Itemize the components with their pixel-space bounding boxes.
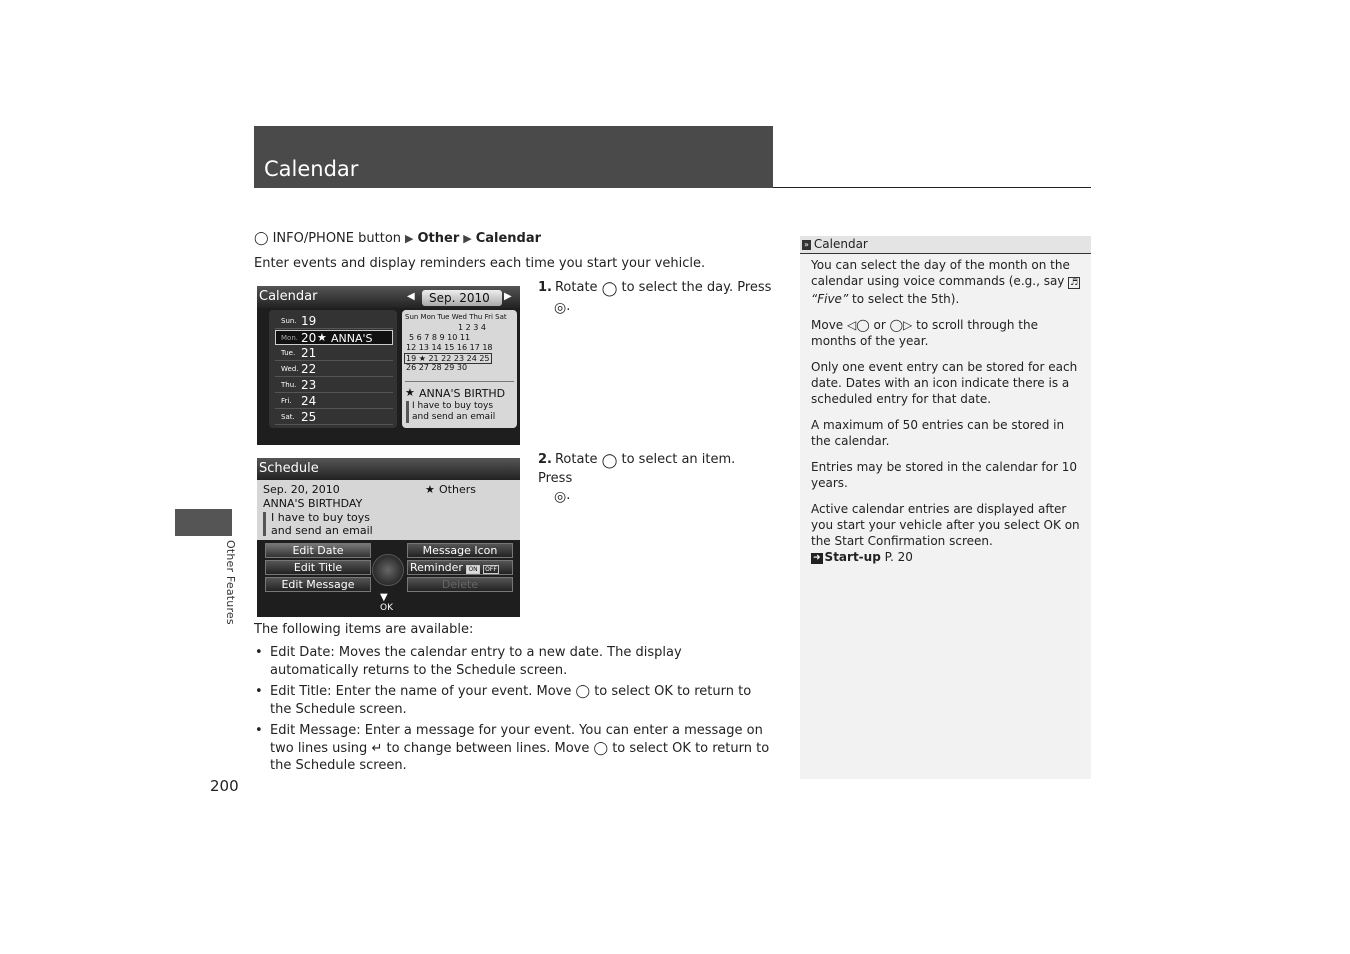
- grid-row: 26 27 28 29 30: [406, 363, 468, 372]
- page-number: 200: [210, 777, 239, 795]
- day-row: Fri. 24: [275, 394, 393, 409]
- note-panel: [800, 236, 1091, 779]
- cross-reference-link[interactable]: ➜ Start-up P. 20: [813, 550, 913, 564]
- month-grid: [402, 310, 517, 428]
- phone-button-icon: ◯: [254, 231, 269, 246]
- available-intro: The following items are available:: [254, 622, 474, 637]
- list-item: • Edit Title: Enter the name of your event. Move ◯ to select OK to return to the Schedule screen.: [254, 683, 774, 718]
- list-item: • Edit Date: Moves the calendar entry to a new date. The display automatically returns to the Schedule screen.: [254, 644, 774, 679]
- breadcrumb-item: Other: [417, 231, 460, 246]
- reminder-button[interactable]: [407, 560, 513, 575]
- step-2: 2. Rotate ◯ to select an item. Press ◎.: [538, 452, 736, 505]
- note-paragraph: Entries may be stored in the calendar for 10 years.: [811, 460, 1078, 490]
- note-heading: » Calendar: [800, 236, 1091, 254]
- event-title: ANNA'S BIRTHD: [419, 387, 506, 400]
- day-list: [269, 310, 397, 428]
- next-month-icon: ▶: [504, 291, 512, 302]
- event-star-icon: ★: [317, 331, 327, 344]
- note-paragraph: A maximum of 50 entries can be stored in the calendar.: [811, 418, 1065, 448]
- selector-knob: [372, 554, 404, 586]
- dial-left-icon: ◁◯: [847, 318, 870, 332]
- day-row: Thu. 23: [275, 378, 393, 393]
- message-icon-button[interactable]: Message Icon: [407, 543, 513, 558]
- note-paragraph: Only one event entry can be stored for each date. Dates with an icon indicate there is a scheduled entry for that date.: [811, 360, 1078, 406]
- note-paragraph: You can select the day of the month on the calendar using voice commands (e.g., say ♬ “Five” to select the 5th).: [811, 258, 1079, 306]
- dial-press-icon: ◎: [554, 300, 567, 316]
- interface-dial-icon: ◯: [601, 453, 618, 469]
- day-row: Mon. 20 ★ ANNA'S: [275, 330, 393, 345]
- voice-icon: ♬: [1070, 278, 1079, 288]
- schedule-details: [257, 480, 520, 540]
- schedule-event: ANNA'S BIRTHDAY: [263, 497, 363, 510]
- chapter-label: Other Features: [224, 540, 237, 625]
- note-paragraph: Active calendar entries are displayed after you start your vehicle after you select OK on the Start Confirmation screen.: [811, 502, 1080, 548]
- note-paragraph: Move ◁◯ or ◯▷ to scroll through the months of the year.: [811, 318, 1038, 348]
- event-message: and send an email: [412, 412, 496, 422]
- ok-label: OK: [380, 603, 393, 613]
- calendar-screenshot: [257, 286, 520, 445]
- reference-arrow-icon: ➜: [813, 553, 821, 563]
- header-rule: [773, 187, 1091, 188]
- screen-title: Schedule: [259, 461, 319, 476]
- section-header: [254, 126, 773, 188]
- schedule-category: Others: [439, 483, 476, 496]
- day-row: Wed. 22: [275, 362, 393, 377]
- schedule-message: and send an email: [271, 524, 373, 537]
- prev-month-icon: ◀: [407, 291, 415, 302]
- note-tag-icon: »: [804, 240, 809, 249]
- chevron-right-icon: ▶: [463, 232, 472, 245]
- edit-date-button[interactable]: Edit Date: [265, 543, 371, 558]
- delete-button[interactable]: Delete: [407, 577, 513, 592]
- intro-text: Enter events and display reminders each time you start your vehicle.: [254, 256, 706, 271]
- breadcrumb: [254, 231, 541, 246]
- note-body: [811, 257, 1083, 565]
- event-star-icon: ★: [425, 483, 435, 496]
- event-star-icon: ★: [405, 386, 415, 399]
- schedule-screenshot: [257, 458, 520, 617]
- weekday-header: Sun Mon Tue Wed Thu Fri Sat: [405, 313, 507, 321]
- chapter-tab: [175, 509, 232, 536]
- schedule-message: I have to buy toys: [271, 511, 371, 524]
- breadcrumb-item: Calendar: [475, 231, 542, 246]
- edit-message-button[interactable]: Edit Message: [265, 577, 371, 592]
- day-row: Tue. 21: [275, 346, 393, 361]
- month-label: Sep. 2010: [429, 291, 490, 305]
- page-title: Calendar: [264, 157, 359, 181]
- reminder-label: Reminder: [410, 561, 463, 574]
- enter-icon: ↵: [371, 740, 383, 756]
- screen-title: Calendar: [259, 289, 318, 304]
- grid-row: 1 2 3 4: [458, 323, 486, 332]
- down-arrow-icon: ▼: [380, 592, 388, 603]
- dial-down-icon: ◯: [575, 684, 591, 699]
- grid-row: 19 ★ 21 22 23 24 25: [406, 354, 490, 363]
- reminder-on[interactable]: ON: [468, 566, 478, 573]
- day-row: Sun. 19: [275, 314, 393, 329]
- breadcrumb-item: INFO/PHONE button: [272, 231, 402, 246]
- interface-dial-icon: ◯: [601, 281, 618, 297]
- dial-down-icon: ◯: [593, 740, 609, 756]
- reminder-off[interactable]: OFF: [485, 566, 497, 573]
- dial-right-icon: ◯▷: [889, 318, 913, 332]
- item-list: [254, 644, 774, 779]
- grid-row: 5 6 7 8 9 10 11: [409, 333, 471, 342]
- step-1: 1. Rotate ◯ to select the day. Press ◎.: [538, 280, 772, 316]
- dial-press-icon: ◎: [554, 489, 567, 505]
- edit-title-button[interactable]: Edit Title: [265, 560, 371, 575]
- day-row: Sat. 25: [275, 410, 393, 425]
- grid-row: 12 13 14 15 16 17 18: [406, 343, 493, 352]
- event-message: I have to buy toys: [412, 401, 494, 411]
- schedule-date: Sep. 20, 2010: [263, 483, 340, 496]
- chevron-right-icon: ▶: [405, 232, 414, 245]
- list-item: • Edit Message: Enter a message for your event. You can enter a message on two lines using ↵ to change between lines. Move ◯ to select OK to return to the Schedule screen.: [254, 722, 774, 775]
